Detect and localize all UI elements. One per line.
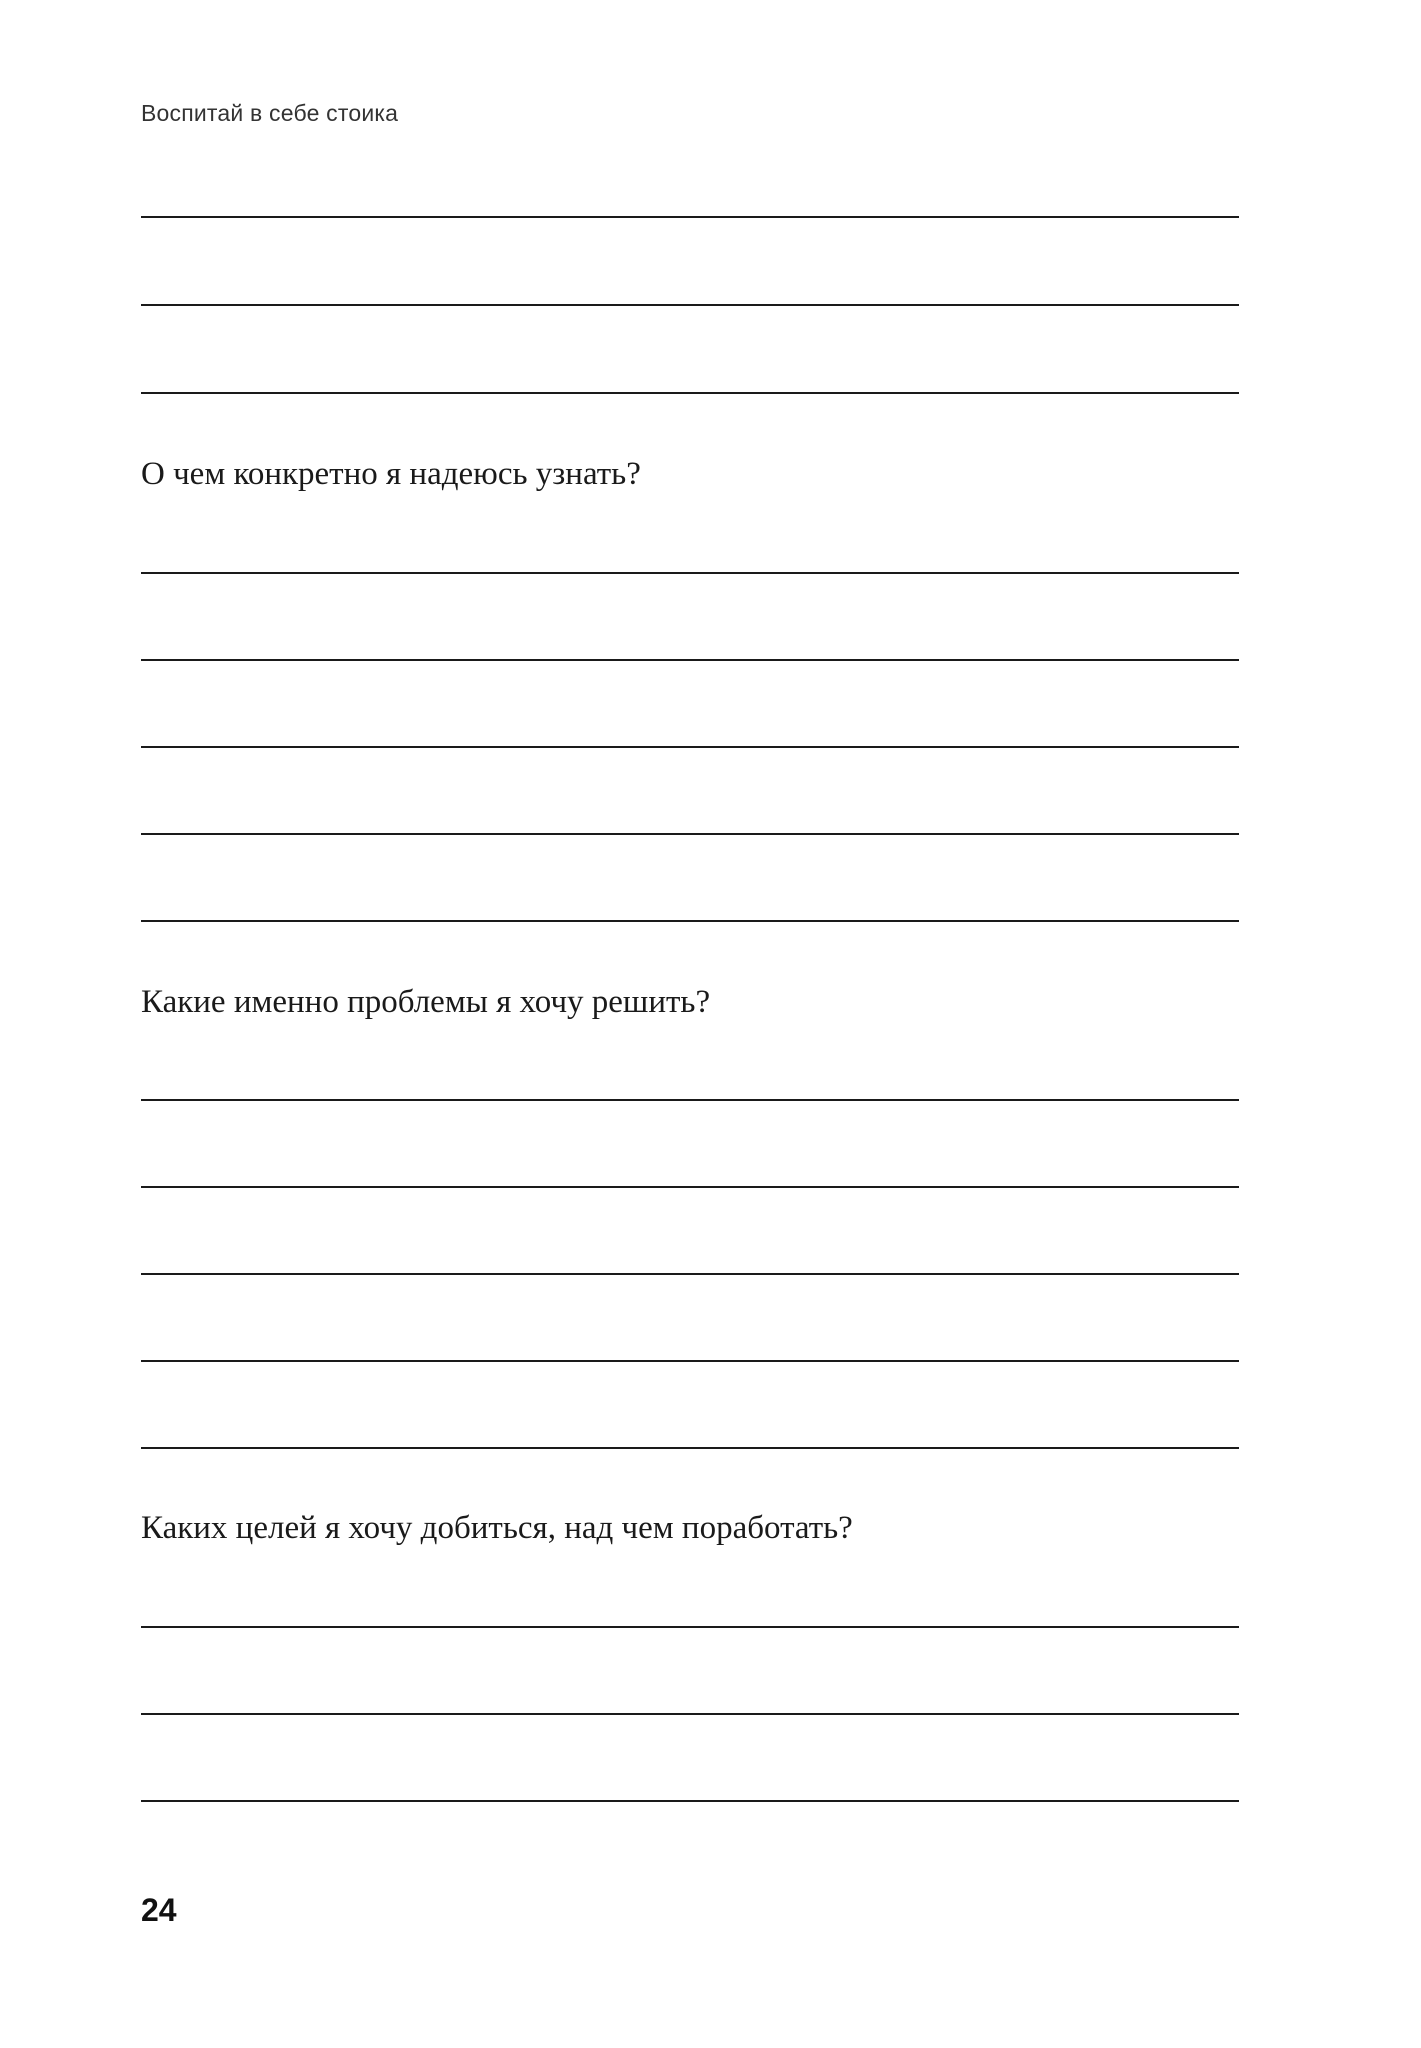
answer-line — [141, 1447, 1239, 1449]
answer-line — [141, 920, 1239, 922]
answer-line — [141, 304, 1239, 306]
question-2: Какие именно проблемы я хочу решить? — [141, 984, 711, 1020]
page-number: 24 — [141, 1892, 177, 1928]
answer-line — [141, 1360, 1239, 1362]
answer-line — [141, 572, 1239, 574]
answer-line — [141, 1800, 1239, 1802]
answer-line — [141, 216, 1239, 218]
answer-line — [141, 833, 1239, 835]
answer-line — [141, 1186, 1239, 1188]
question-3: Каких целей я хочу добиться, над чем поработать? — [141, 1510, 853, 1546]
answer-line — [141, 1713, 1239, 1715]
answer-line — [141, 1626, 1239, 1628]
answer-line — [141, 1273, 1239, 1275]
answer-line — [141, 659, 1239, 661]
running-title: Воспитай в себе стоика — [141, 100, 399, 126]
answer-line — [141, 392, 1239, 394]
answer-line — [141, 746, 1239, 748]
answer-line — [141, 1099, 1239, 1101]
question-1: О чем конкретно я надеюсь узнать? — [141, 456, 641, 492]
